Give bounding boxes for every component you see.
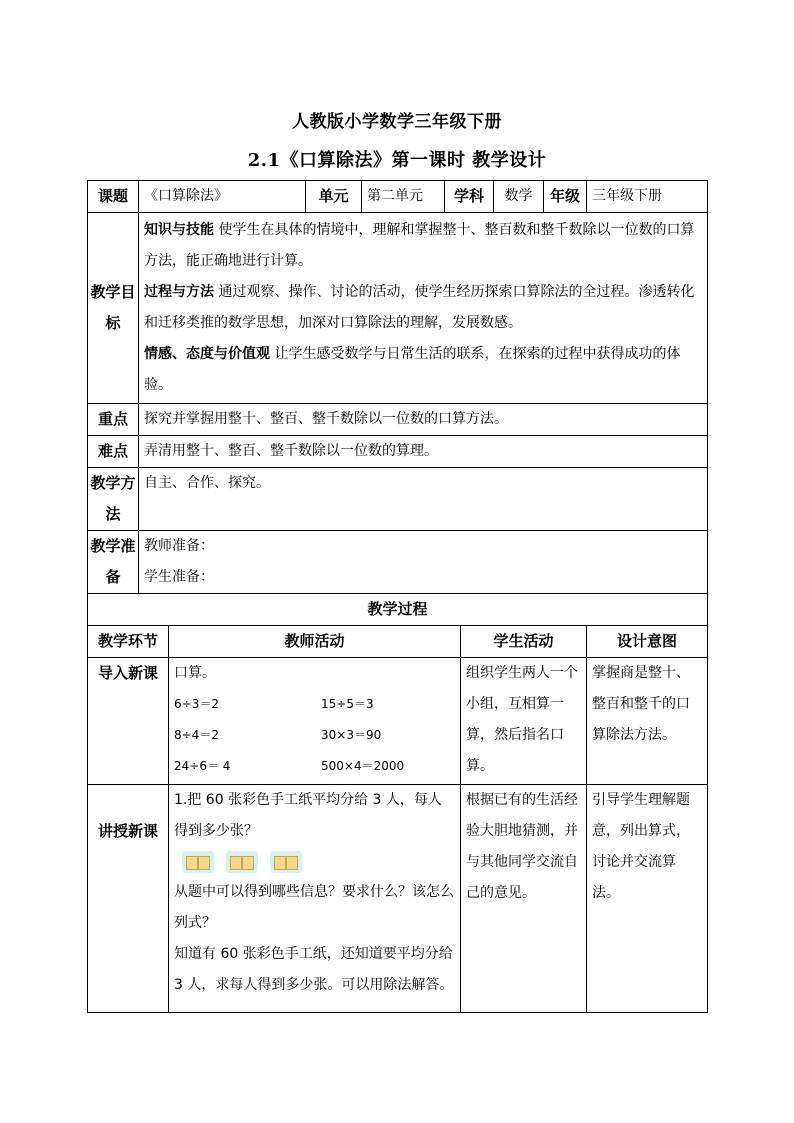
- goals-label: 教学目标: [88, 213, 139, 404]
- prep-label: 教学准备: [88, 531, 139, 594]
- difficulty-text: 弄清用整十、整百、整千数除以一位数的算理。: [139, 436, 708, 468]
- intro-intent: 掌握商是整十、整百和整千的口算除法方法。: [587, 658, 708, 785]
- intro-student-activity: 组织学生两人一个小组，互相算一算，然后指名口算。: [461, 658, 587, 785]
- doc-title: 人教版小学数学三年级下册: [292, 112, 502, 132]
- calc-row: [174, 720, 455, 751]
- paper-pack-icon: [270, 851, 302, 873]
- calc-row: [174, 751, 455, 782]
- teacher-activity-header: 教师活动: [169, 626, 461, 658]
- paper-pack-icon: [226, 851, 258, 873]
- key-row: [88, 404, 708, 436]
- prep-content: [139, 531, 708, 594]
- grade-label: 年级: [544, 181, 587, 213]
- difficulty-label: 难点: [88, 436, 139, 468]
- key-text: 探究并掌握用整十、整百、整千数除以一位数的口算方法。: [139, 404, 708, 436]
- prep-student: 学生准备：: [144, 569, 214, 585]
- topic-label: 课题: [88, 181, 139, 213]
- student-activity-header: 学生活动: [461, 626, 587, 658]
- teach-question-2: 从题中可以得到哪些信息？要求什么？该怎么列式？: [174, 884, 454, 931]
- teach-question-1: 1.把 60 张彩色手工纸平均分给 3 人，每人得到多少张？: [174, 792, 442, 839]
- key-label: 重点: [88, 404, 139, 436]
- goal-knowledge-text: 使学生在具体的情境中，理解和掌握整十、整百数和整千数除以一位数的口算方法，能正确地进行计算。: [144, 222, 695, 269]
- subject-label: 学科: [445, 181, 494, 213]
- process-header-row: [88, 626, 708, 658]
- phase-header: 教学环节: [88, 626, 169, 658]
- goals-row: [88, 213, 708, 404]
- prep-row: [88, 531, 708, 594]
- paper-pack-row: [174, 847, 455, 877]
- topic-row: [88, 181, 708, 213]
- topic-value: 《口算除法》: [139, 181, 306, 213]
- doc-subtitle: 2.1《口算除法》第一课时 教学设计: [247, 150, 547, 171]
- unit-value: 第二单元: [362, 181, 445, 213]
- difficulty-row: [88, 436, 708, 468]
- subject-value: 数学: [494, 181, 544, 213]
- goal-process-text: 通过观察、操作、讨论的活动，使学生经历探索口算除法的全过程。渗透转化和迁移类推的数学思想，加深对口算除法的理解，发展数感。: [144, 284, 695, 331]
- intro-teacher-activity: [169, 658, 461, 785]
- calc-item: 30×3＝90: [321, 728, 382, 742]
- teach-student-activity: 根据已有的生活经验大胆地猜测，并与其他同学交流自己的意见。: [461, 785, 587, 1013]
- goal-emotion-title: 情感、态度与价值观: [144, 346, 270, 362]
- method-label: 教学方法: [88, 468, 139, 531]
- paper-pack-icon: [182, 851, 214, 873]
- teach-intent: 引导学生理解题意，列出算式，讨论并交流算法。: [587, 785, 708, 1013]
- calc-item: 6÷3＝2: [174, 697, 219, 711]
- goals-content: [139, 213, 708, 404]
- calc-item: 500×4＝2000: [321, 759, 405, 773]
- intro-row: [88, 658, 708, 785]
- grade-value: 三年级下册: [587, 181, 708, 213]
- process-title: 教学过程: [88, 594, 708, 626]
- teach-answer: 知道有 60 张彩色手工纸，还知道要平均分给 3 人，求每人得到多少张。可以用除法解答。: [174, 946, 454, 993]
- method-text: 自主、合作、探究。: [139, 468, 708, 531]
- process-title-row: [88, 594, 708, 626]
- method-row: [88, 468, 708, 531]
- intent-header: 设计意图: [587, 626, 708, 658]
- intro-head: 口算。: [174, 665, 216, 681]
- teach-teacher-activity: [169, 785, 461, 1013]
- goal-knowledge-title: 知识与技能: [144, 222, 214, 238]
- teach-row: [88, 785, 708, 1013]
- prep-teacher: 教师准备：: [144, 538, 214, 554]
- calc-row: [174, 689, 455, 720]
- teach-phase: 讲授新课: [88, 785, 169, 1013]
- intro-phase: 导入新课: [88, 658, 169, 785]
- goal-emotion-text: 让学生感受数学与日常生活的联系，在探索的过程中获得成功的体验。: [144, 346, 681, 393]
- unit-label: 单元: [306, 181, 362, 213]
- goal-process-title: 过程与方法: [144, 284, 214, 300]
- lesson-plan-table: [87, 180, 708, 1013]
- calc-item: 24÷6＝ 4: [174, 759, 231, 773]
- calc-item: 15÷5＝3: [321, 697, 374, 711]
- calc-item: 8÷4＝2: [174, 728, 219, 742]
